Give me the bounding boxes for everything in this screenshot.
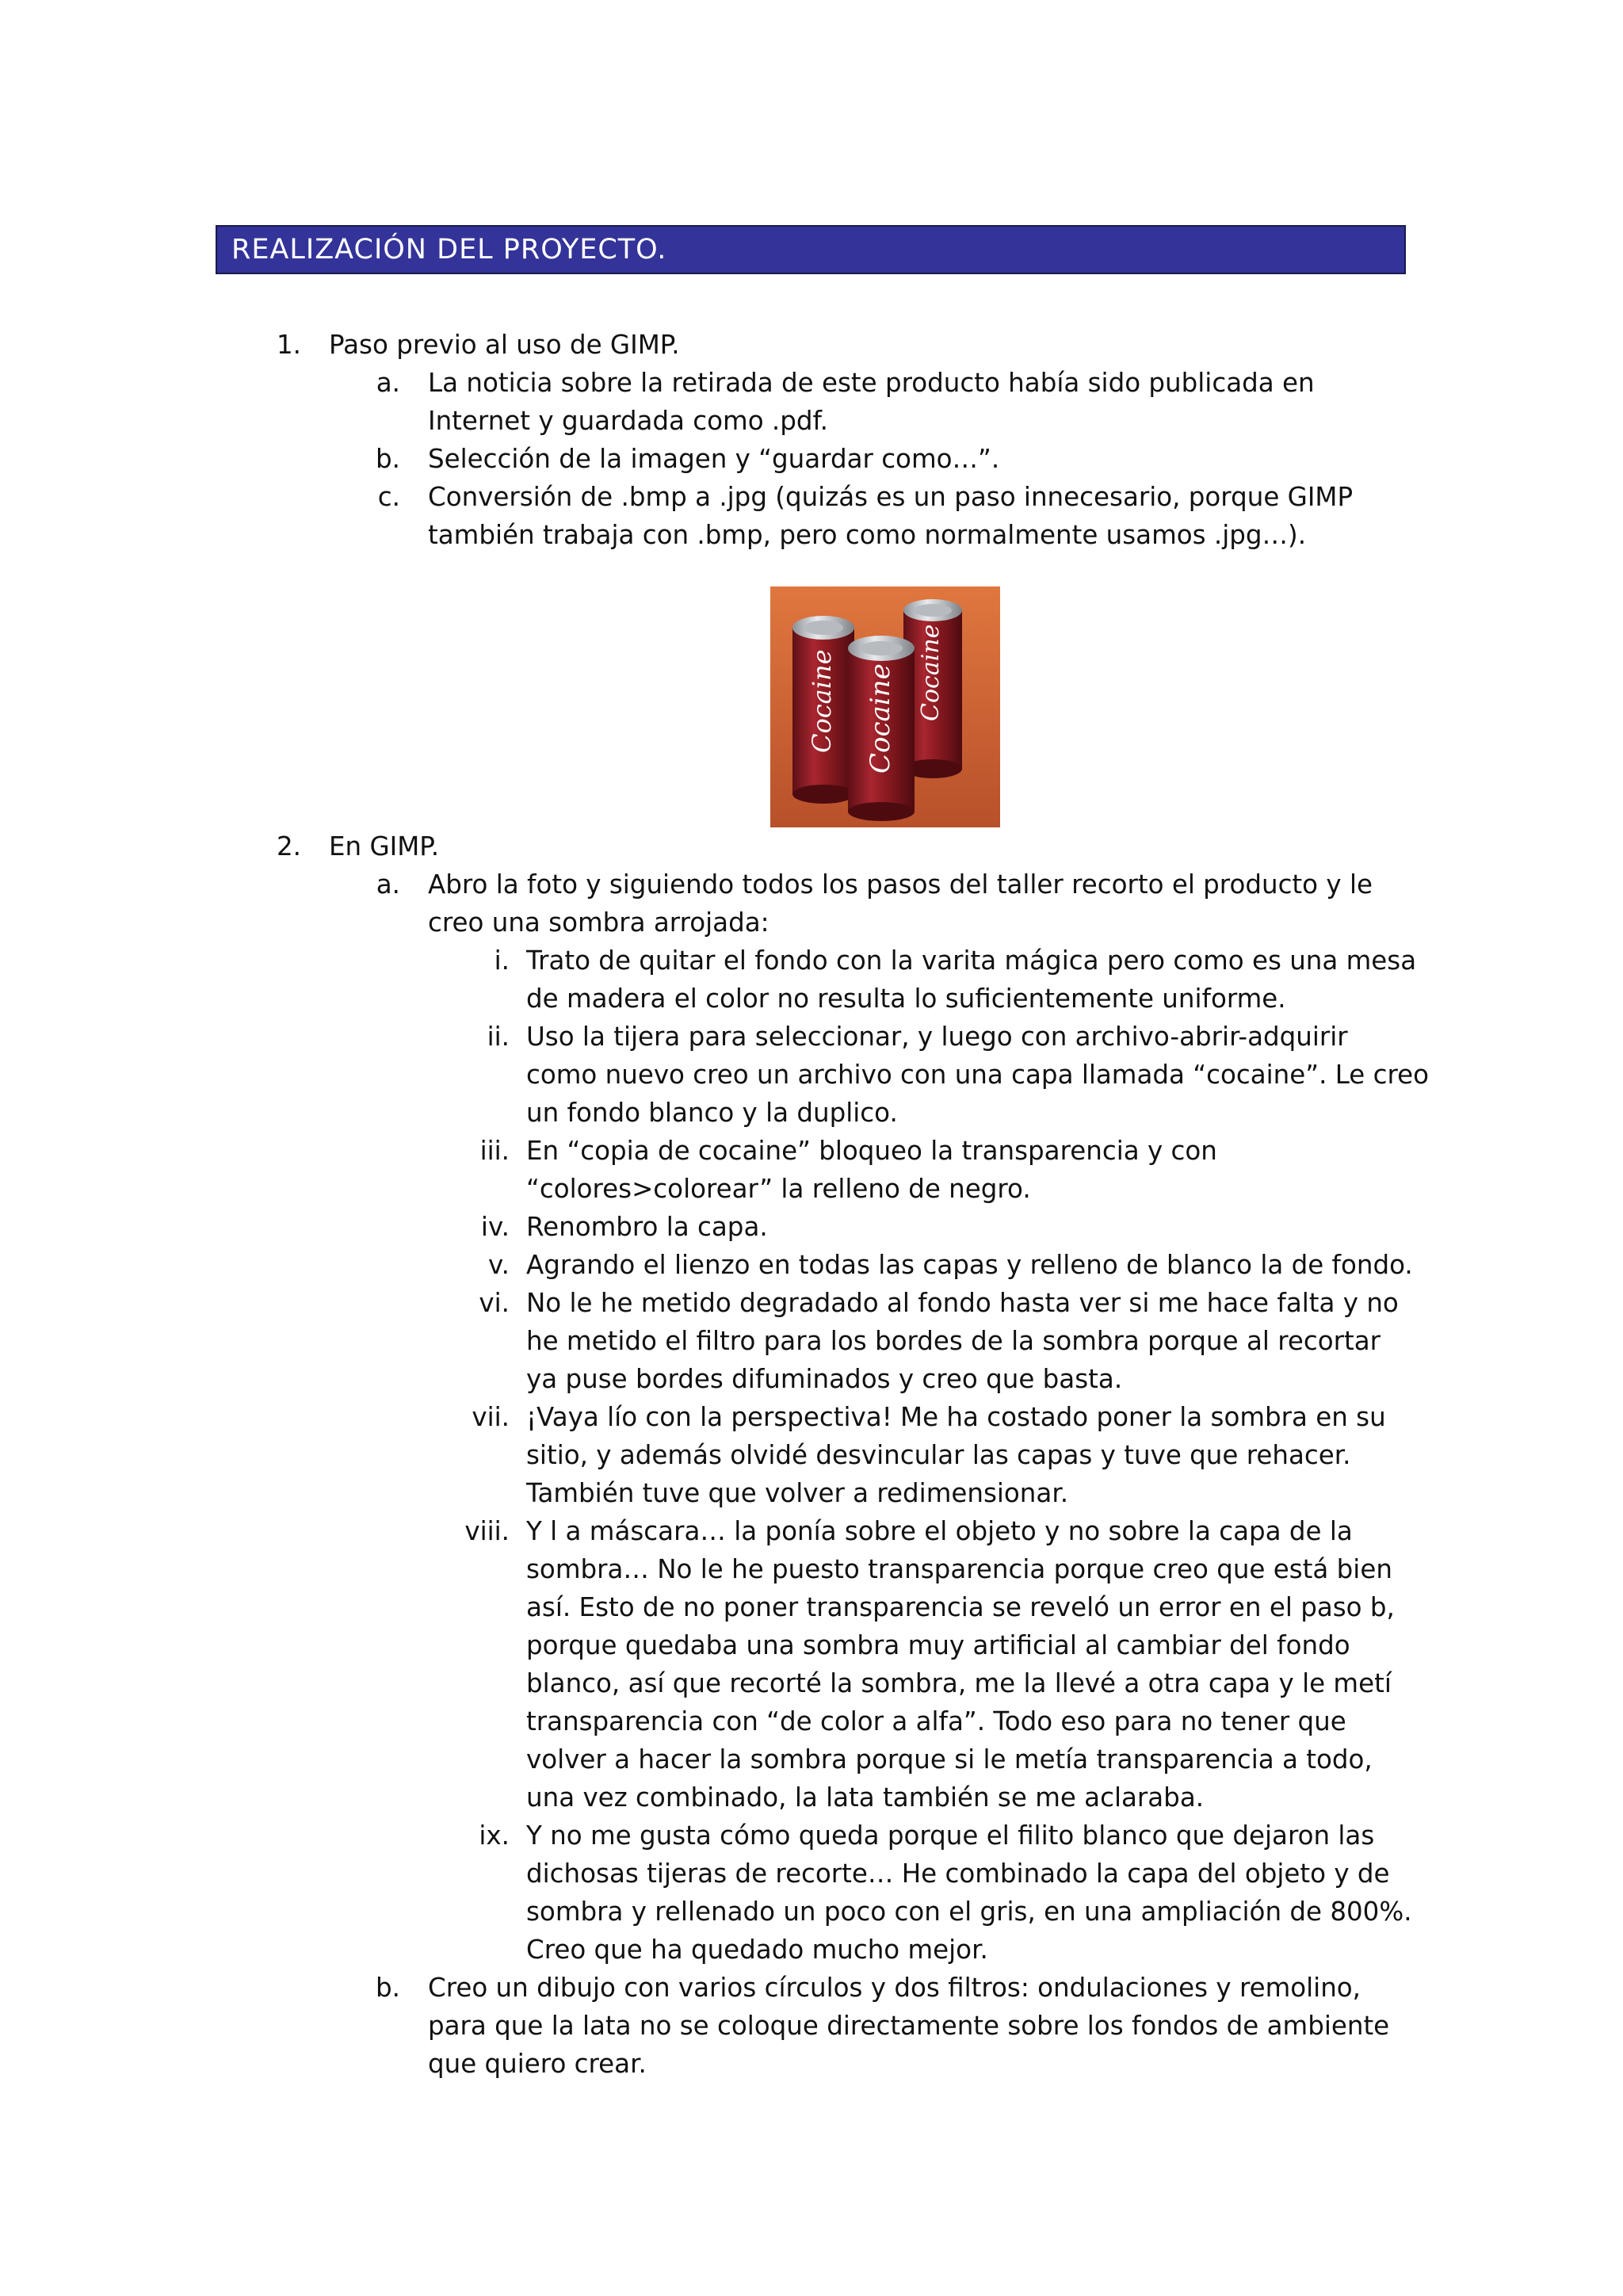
item-2a-line: creo una sombra arrojada: [428, 907, 769, 938]
roman-viii-line: así. Esto de no poner transparencia se reveló un error en el paso b, [526, 1592, 1395, 1622]
roman-viii-line: una vez combinado, la lata también se me aclaraba. [526, 1782, 1205, 1813]
roman-iii-line: En “copia de cocaine” bloqueo la transparencia y con [526, 1136, 1217, 1166]
roman-viii-line: transparencia con “de color a alfa”. Todo eso para no tener que [526, 1706, 1346, 1736]
roman-i-line: Trato de quitar el fondo con la varita mágica pero como es una mesa [526, 946, 1417, 976]
can-label-text: Cocaine [865, 663, 896, 774]
can-back-left [792, 616, 854, 804]
roman-vii-line: ¡Vaya lío con la perspectiva! Me ha costado poner la sombra en su [526, 1402, 1386, 1432]
roman-ix-line: Y no me gusta cómo queda porque el filito blanco que dejaron las [526, 1820, 1375, 1851]
item-1c-line: Conversión de .bmp a .jpg (quizás es un paso innecesario, porque GIMP [428, 482, 1354, 512]
roman-vii-line: sitio, y además olvidé desvincular las capas y tuve que rehacer. [526, 1440, 1351, 1470]
roman-ix-line: dichosas tijeras de recorte… He combinado la capa del objeto y de [526, 1859, 1390, 1889]
roman-i-marker: i. [494, 946, 510, 976]
cans-illustration [770, 586, 1000, 827]
roman-viii-line: sombra… No le he puesto transparencia porque creo que está bien [526, 1554, 1392, 1584]
roman-vi-line: he metido el filtro para los bordes de la sombra porque al recortar [526, 1326, 1381, 1356]
item-2-marker: 2. [276, 831, 301, 861]
section-title: REALIZACIÓN DEL PROYECTO. [231, 234, 667, 266]
roman-viii-line: blanco, así que recorté la sombra, me la llevé a otra capa y le metí [526, 1668, 1392, 1698]
item-2-text: En GIMP. [329, 831, 440, 861]
roman-vii-line: También tuve que volver a redimensionar. [526, 1478, 1069, 1508]
item-2a-line: Abro la foto y siguiendo todos los pasos del taller recorto el producto y le [428, 869, 1373, 900]
item-1a-line: La noticia sobre la retirada de este producto había sido publicada en [428, 368, 1315, 398]
roman-iii-line: “colores>colorear” la relleno de negro. [526, 1174, 1031, 1204]
roman-v-line: Agrando el lienzo en todas las capas y relleno de blanco la de fondo. [526, 1250, 1413, 1280]
item-2b-line: que quiero crear. [428, 2049, 647, 2079]
item-1c-line: también trabaja con .bmp, pero como normalmente usamos .jpg…). [428, 520, 1307, 550]
item-1b-marker: b. [376, 444, 400, 474]
roman-ii-line: Uso la tijera para seleccionar, y luego con archivo-abrir-adquirir [526, 1022, 1348, 1052]
roman-ix-line: Creo que ha quedado mucho mejor. [526, 1935, 988, 1965]
cans-photo [770, 586, 1000, 827]
roman-iv-line: Renombro la capa. [526, 1212, 768, 1242]
roman-viii-line: Y l a máscara… la ponía sobre el objeto y no sobre la capa de la [526, 1516, 1353, 1546]
item-1c-marker: c. [377, 482, 400, 512]
roman-v-marker: v. [487, 1250, 510, 1280]
item-1-text: Paso previo al uso de GIMP. [329, 330, 680, 360]
roman-viii-line: porque quedaba una sombra muy artificial al cambiar del fondo [526, 1630, 1350, 1660]
item-2b-line: Creo un dibujo con varios círculos y dos filtros: ondulaciones y remolino, [428, 1973, 1361, 2003]
roman-viii-line: volver a hacer la sombra porque si le metía transparencia a todo, [526, 1744, 1373, 1775]
roman-vi-line: No le he metido degradado al fondo hasta ver si me hace falta y no [526, 1288, 1399, 1318]
section-header [216, 225, 1406, 274]
roman-iv-marker: iv. [480, 1212, 510, 1242]
item-2a-marker: a. [376, 869, 400, 900]
roman-i-line: de madera el color no resulta lo suficientemente uniforme. [526, 984, 1286, 1014]
item-1a-line: Internet y guardada como .pdf. [428, 406, 828, 436]
item-2b-marker: b. [376, 1973, 400, 2003]
can-label-text: Cocaine [917, 624, 945, 721]
can-label-text: Cocaine [807, 649, 837, 753]
roman-ii-marker: ii. [487, 1022, 510, 1052]
roman-viii-marker: viii. [464, 1516, 510, 1546]
roman-iii-marker: iii. [479, 1136, 510, 1166]
item-2b-line: para que la lata no se coloque directamente sobre los fondos de ambiente [428, 2011, 1390, 2041]
roman-vii-marker: vii. [472, 1402, 510, 1432]
roman-vi-line: ya puse bordes difuminados y creo que basta. [526, 1364, 1123, 1394]
item-1-marker: 1. [276, 330, 301, 360]
roman-vi-marker: vi. [479, 1288, 510, 1318]
roman-ix-line: sombra y rellenado un poco con el gris, en una ampliación de 800%. [526, 1897, 1412, 1927]
roman-ii-line: como nuevo creo un archivo con una capa llamada “cocaine”. Le creo [526, 1060, 1429, 1090]
roman-ix-marker: ix. [479, 1820, 510, 1851]
can-front [848, 636, 915, 821]
item-1b-line: Selección de la imagen y “guardar como…”. [428, 444, 1000, 474]
roman-ii-line: un fondo blanco y la duplico. [526, 1098, 898, 1128]
item-1a-marker: a. [376, 368, 400, 398]
